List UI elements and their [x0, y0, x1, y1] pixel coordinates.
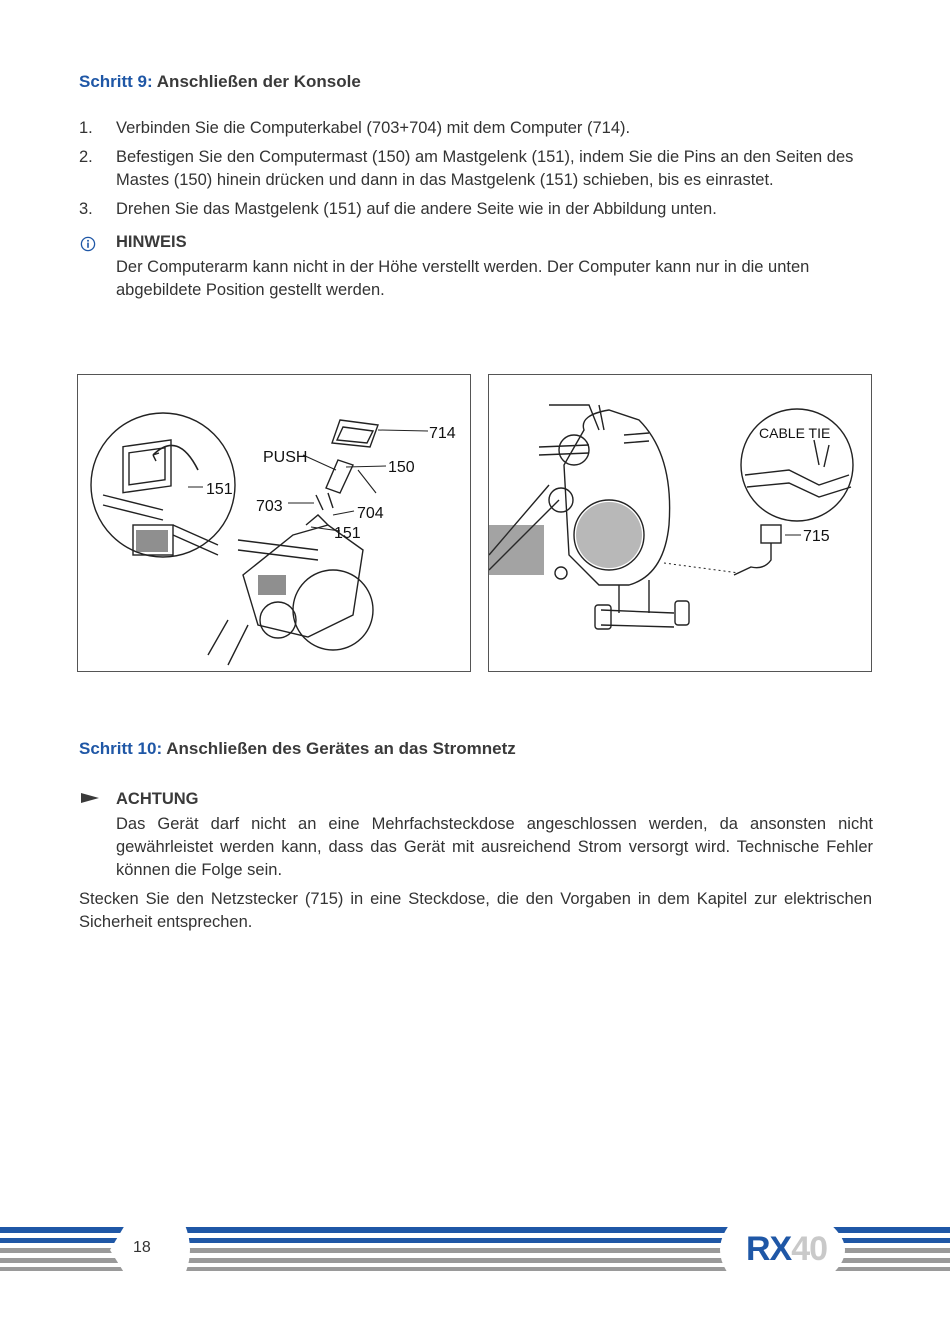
- step9-heading: [79, 72, 361, 92]
- brand-rx: RX: [746, 1230, 792, 1268]
- note-text: Der Computerarm kann nicht in der Höhe verstellt werden. Der Computer kann nur in die unten abgebildete Position gestellt werden.: [116, 258, 810, 299]
- label-push: PUSH: [263, 449, 308, 466]
- step9-label: Schritt 9:: [79, 72, 153, 91]
- label-714: 714: [429, 425, 456, 442]
- label-cable-tie: CABLE TIE: [759, 425, 831, 441]
- label-151: 151: [334, 525, 361, 542]
- list-text: Befestigen Sie den Computermast (150) am Mastgelenk (151), indem Sie die Pins an den Seiten des Mastes (150) hinein drücken und dann in das Mastgelenk (151) schieben, bis es einrastet.: [116, 148, 854, 189]
- step10-body: Stecken Sie den Netzstecker (715) in eine Steckdose, die den Vorgaben in dem Kapitel zur elektrischen Sicherheit entsprechen.: [79, 890, 872, 931]
- list-text: Verbinden Sie die Computerkabel (703+704) mit dem Computer (714).: [116, 119, 631, 137]
- label-151-zoom: 151: [206, 481, 233, 498]
- label-704: 704: [357, 505, 384, 522]
- arrow-right-icon: [80, 791, 100, 805]
- step10-label: Schritt 10:: [79, 739, 163, 758]
- label-150: 150: [388, 459, 415, 476]
- list-number: 3.: [79, 200, 93, 218]
- label-715: 715: [803, 528, 830, 545]
- figure-power-connection: [488, 374, 872, 672]
- note-title: HINWEIS: [116, 233, 187, 251]
- figure-console-assembly: [77, 374, 471, 672]
- warning-title: ACHTUNG: [116, 790, 199, 808]
- list-number: 2.: [79, 148, 93, 166]
- step10-heading: [79, 739, 516, 759]
- warning-text: Das Gerät darf nicht an eine Mehrfachsteckdose angeschlossen werden, da ansonsten nicht gewährleistet werden kann, dass das Gerät mit ausreichend Strom versorgt wird. Technische Fehler können die Folge sein.: [116, 815, 873, 879]
- step9-title: Anschließen der Konsole: [156, 72, 361, 91]
- step10-title: Anschließen des Gerätes an das Stromnetz: [166, 739, 516, 758]
- label-703: 703: [256, 498, 283, 515]
- brand-40: 40: [791, 1230, 828, 1268]
- list-number: 1.: [79, 119, 93, 137]
- page-number: 18: [133, 1239, 151, 1256]
- info-icon: [80, 236, 96, 252]
- brand-logo: [746, 1230, 827, 1269]
- list-text: Drehen Sie das Mastgelenk (151) auf die andere Seite wie in der Abbildung unten.: [116, 200, 717, 218]
